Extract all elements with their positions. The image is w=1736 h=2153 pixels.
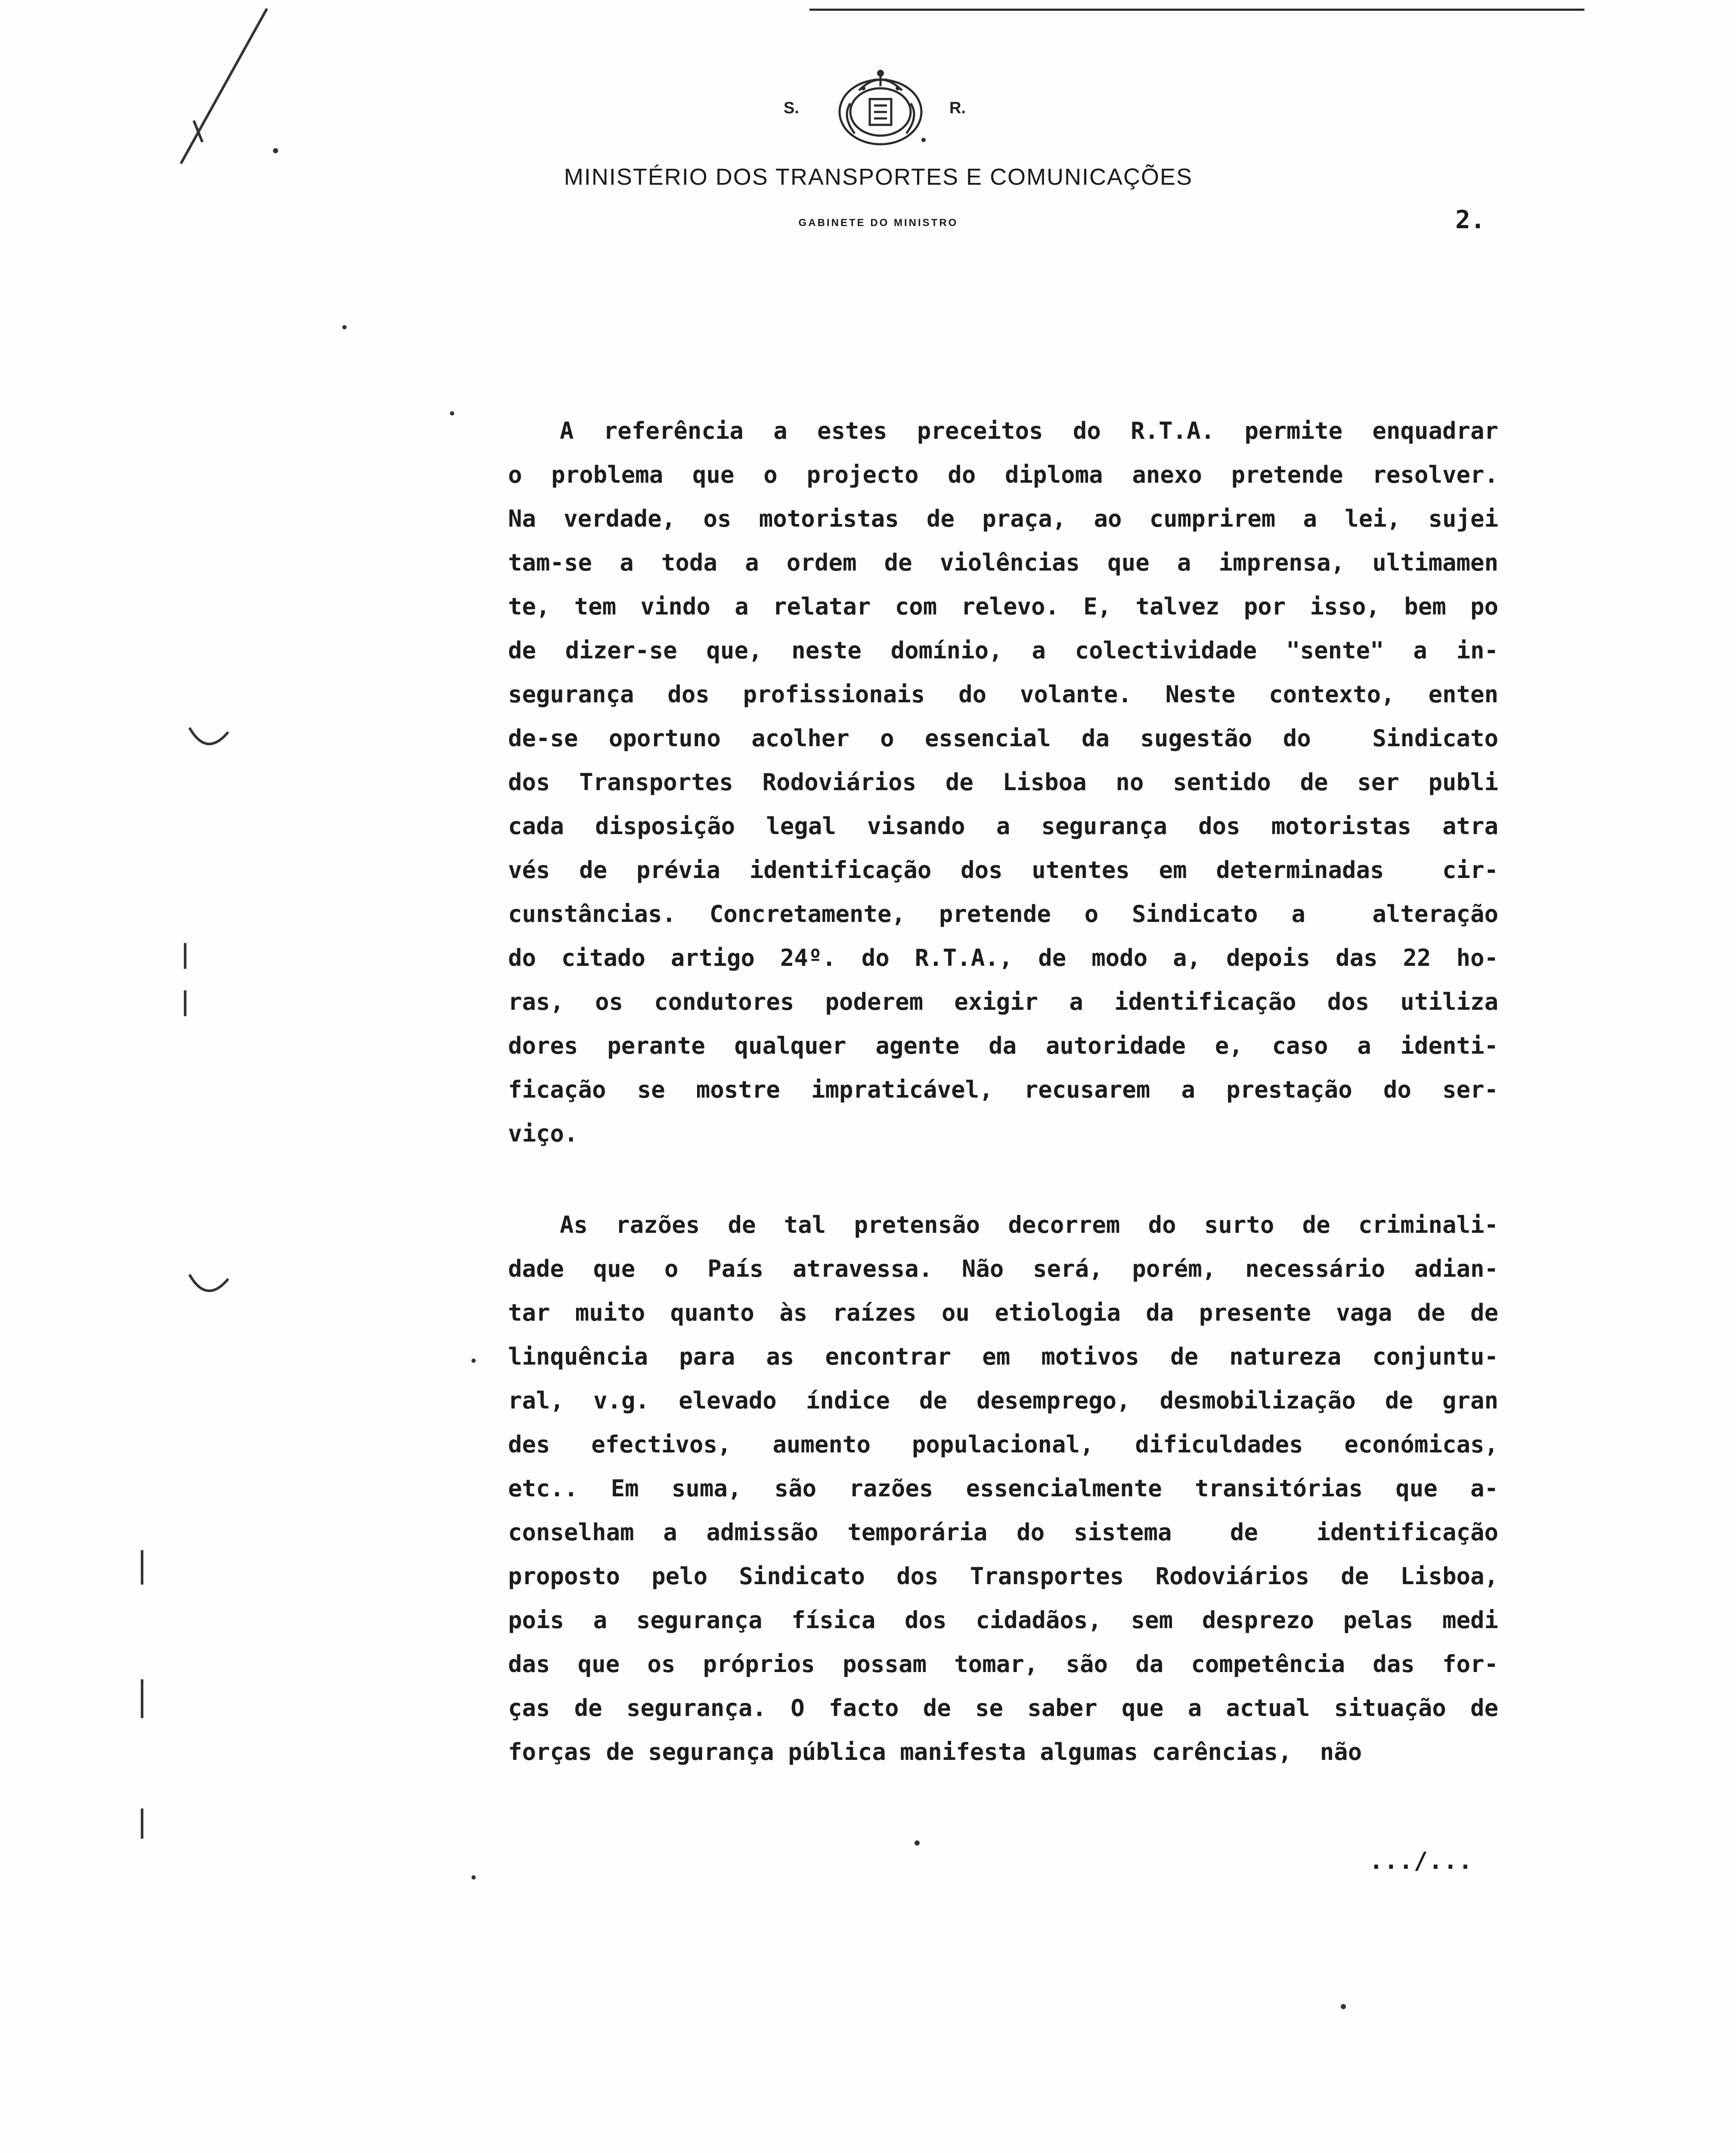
continuation-mark: .../... <box>1369 1847 1473 1874</box>
text-line: cada disposição legal visando a segurança dos motoristas atra <box>508 813 1498 840</box>
text-line: dos Transportes Rodoviários de Lisboa no sentido de ser publi <box>508 769 1498 796</box>
text-line: proposto pelo Sindicato dos Transportes Rodoviários de Lisboa, <box>508 1563 1498 1590</box>
text-line: te, tem vindo a relatar com relevo. E, talvez por isso, bem po <box>508 593 1498 620</box>
text-line: linquência para as encontrar em motivos de natureza conjuntu- <box>508 1343 1498 1370</box>
text-line: A referência a estes preceitos do R.T.A. permite enquadrar <box>560 417 1498 444</box>
text-line: de-se oportuno acolher o essencial da sugestão do Sindicato <box>508 725 1498 752</box>
text-line: o problema que o projecto do diploma anexo pretende resolver. <box>508 461 1498 488</box>
text-line: des efectivos, aumento populacional, dificuldades económicas, <box>508 1431 1498 1458</box>
text-line: ras, os condutores poderem exigir a identificação dos utiliza <box>508 988 1498 1015</box>
text-line: ficação se mostre impraticável, recusarem a prestação do ser- <box>508 1076 1498 1103</box>
text-line: dade que o País atravessa. Não será, porém, necessário adian- <box>508 1255 1498 1282</box>
text-line: das que os próprios possam tomar, são da competência das for- <box>508 1650 1498 1678</box>
ministry-heading: MINISTÉRIO DOS TRANSPORTES E COMUNICAÇÕES <box>564 164 1193 190</box>
text-line: forças de segurança pública manifesta algumas carências, não <box>508 1738 1362 1765</box>
text-line: tam-se a toda a ordem de violências que a imprensa, ultimamen <box>508 549 1498 576</box>
text-line: Na verdade, os motoristas de praça, ao cumprirem a lei, sujei <box>508 505 1498 532</box>
text-line: ças de segurança. O facto de se saber que a actual situação de <box>508 1694 1498 1722</box>
text-line: pois a segurança física dos cidadãos, sem desprezo pelas medi <box>508 1607 1498 1634</box>
coat-of-arms-icon <box>825 65 936 151</box>
text-line: segurança dos profissionais do volante. Neste contexto, enten <box>508 681 1498 708</box>
text-line: dores perante qualquer agente da autoridade e, caso a identi- <box>508 1032 1498 1059</box>
text-line: ral, v.g. elevado índice de desemprego, desmobilização de gran <box>508 1387 1498 1414</box>
text-line: tar muito quanto às raízes ou etiologia da presente vaga de de <box>508 1299 1498 1326</box>
cabinet-subheading: GABINETE DO MINISTRO <box>798 217 958 229</box>
text-line: do citado artigo 24º. do R.T.A., de modo a, depois das 22 ho- <box>508 944 1498 971</box>
scan-top-edge <box>809 9 1584 11</box>
seal-letter-left: S. <box>784 99 799 117</box>
seal-letter-right: R. <box>949 99 966 117</box>
text-line: cunstâncias. Concretamente, pretende o Sindicato a alteração <box>508 900 1498 928</box>
paragraph-gap <box>508 1156 1498 1203</box>
text-line: As razões de tal pretensão decorrem do surto de criminali- <box>560 1211 1498 1238</box>
letter-body <box>508 409 1498 1774</box>
text-line: vés de prévia identificação dos utentes em determinadas cir- <box>508 856 1498 884</box>
text-line: de dizer-se que, neste domínio, a colectividade "sente" a in- <box>508 637 1498 664</box>
page-number: 2. <box>1455 205 1485 234</box>
letterhead-seal <box>784 65 964 155</box>
text-line: viço. <box>508 1120 578 1147</box>
paragraph-2 <box>508 1203 1498 1774</box>
text-line: conselham a admissão temporária do sistema de identificação <box>508 1519 1498 1546</box>
paragraph-1 <box>508 409 1498 1156</box>
text-line: etc.. Em suma, são razões essencialmente transitórias que a- <box>508 1475 1498 1502</box>
